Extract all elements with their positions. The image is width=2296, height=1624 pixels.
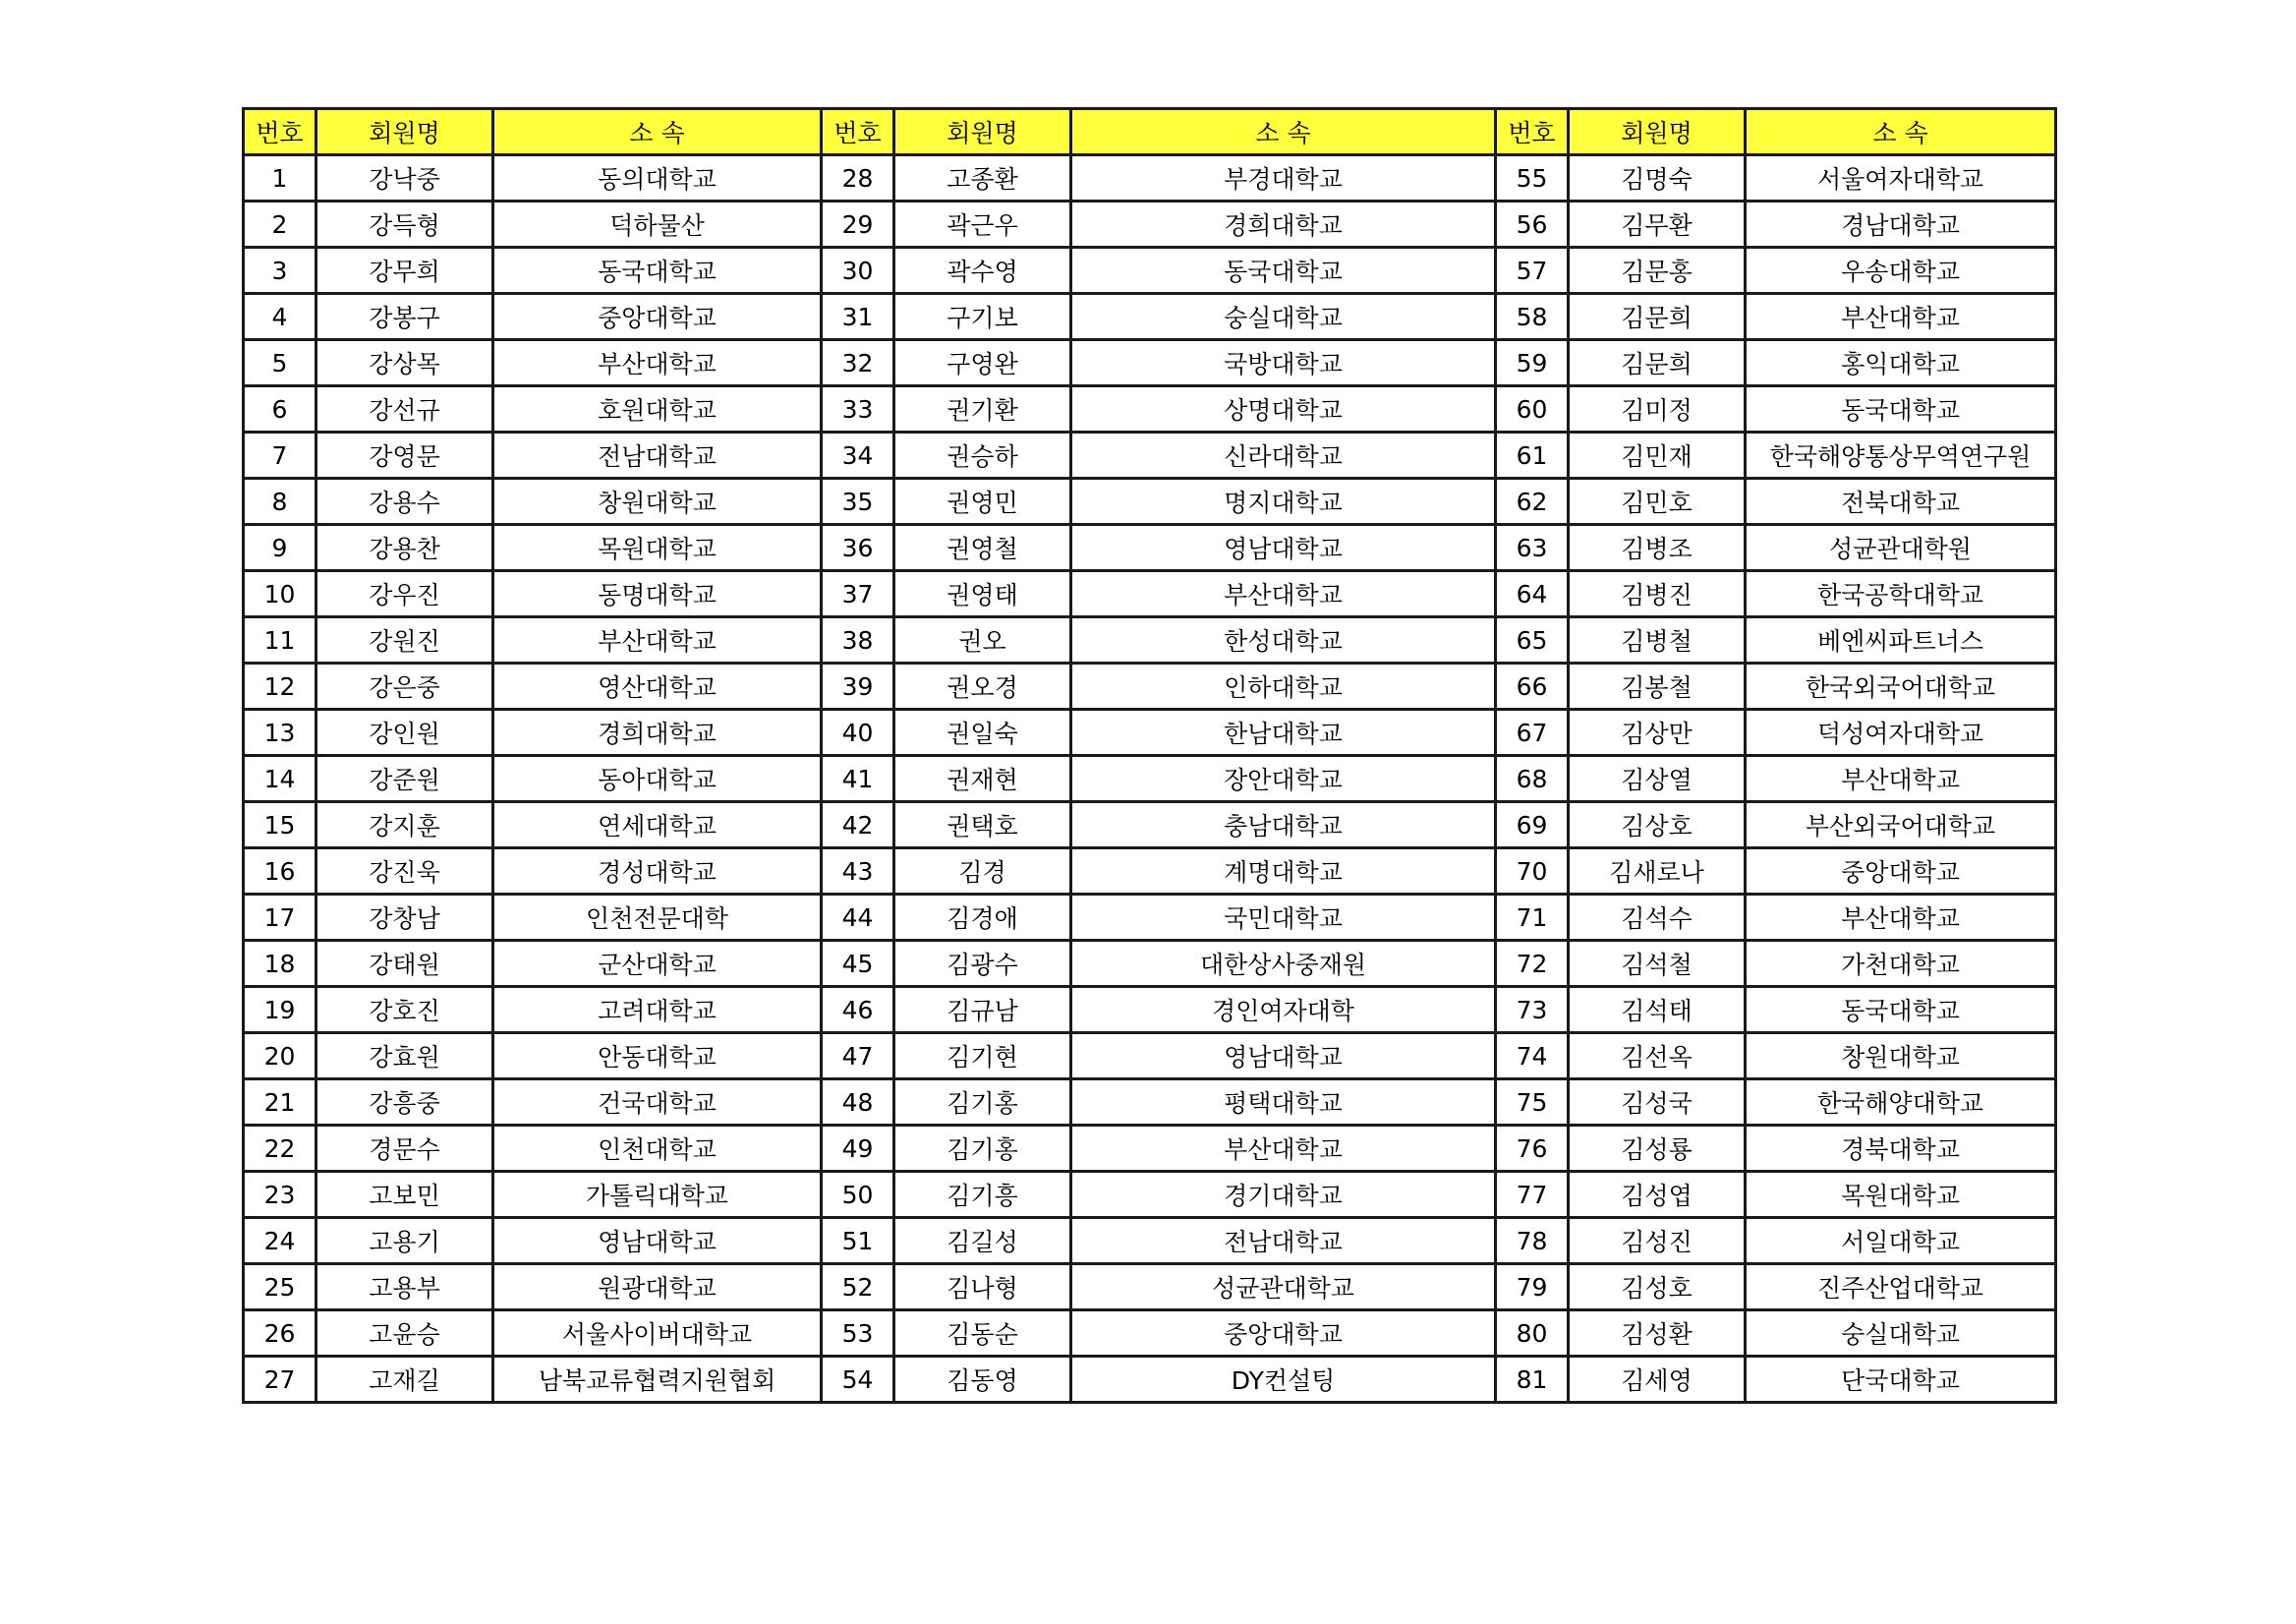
member-affiliation-cell: 장안대학교 <box>1071 756 1496 802</box>
member-number-cell: 6 <box>244 386 316 433</box>
member-affiliation-cell: 부산대학교 <box>1746 895 2056 941</box>
member-affiliation-cell: 원광대학교 <box>493 1264 822 1310</box>
member-name-cell: 고용기 <box>316 1218 493 1264</box>
member-affiliation-cell: 군산대학교 <box>493 941 822 987</box>
member-affiliation-cell: 단국대학교 <box>1746 1357 2056 1403</box>
member-affiliation-cell: 명지대학교 <box>1071 479 1496 525</box>
member-number-cell: 44 <box>822 895 894 941</box>
member-number-cell: 64 <box>1496 571 1569 617</box>
member-number-cell: 1 <box>244 155 316 202</box>
member-name-cell: 강준원 <box>316 756 493 802</box>
member-affiliation-cell: 부산외국어대학교 <box>1746 802 2056 848</box>
member-number-cell: 4 <box>244 294 316 340</box>
member-affiliation-cell: 영남대학교 <box>1071 525 1496 571</box>
member-affiliation-cell: 서일대학교 <box>1746 1218 2056 1264</box>
member-number-cell: 26 <box>244 1310 316 1357</box>
member-number-cell: 25 <box>244 1264 316 1310</box>
member-number-cell: 53 <box>822 1310 894 1357</box>
member-number-cell: 11 <box>244 617 316 664</box>
member-number-cell: 19 <box>244 987 316 1033</box>
member-number-cell: 51 <box>822 1218 894 1264</box>
member-affiliation-cell: 숭실대학교 <box>1071 294 1496 340</box>
member-number-cell: 7 <box>244 433 316 479</box>
member-name-cell: 강진욱 <box>316 848 493 895</box>
member-number-cell: 62 <box>1496 479 1569 525</box>
member-name-cell: 김성환 <box>1569 1310 1746 1357</box>
member-name-cell: 권영태 <box>894 571 1071 617</box>
member-number-cell: 42 <box>822 802 894 848</box>
member-name-cell: 김경애 <box>894 895 1071 941</box>
member-number-cell: 74 <box>1496 1033 1569 1079</box>
member-name-cell: 김경 <box>894 848 1071 895</box>
table-row <box>244 756 2056 802</box>
member-name-cell: 고보민 <box>316 1172 493 1218</box>
member-affiliation-cell: 경북대학교 <box>1746 1126 2056 1172</box>
table-row <box>244 617 2056 664</box>
table-row <box>244 155 2056 202</box>
member-name-cell: 김병철 <box>1569 617 1746 664</box>
member-name-cell: 김문희 <box>1569 340 1746 386</box>
member-number-cell: 29 <box>822 202 894 248</box>
member-name-cell: 강지훈 <box>316 802 493 848</box>
member-name-cell: 강봉구 <box>316 294 493 340</box>
member-number-cell: 16 <box>244 848 316 895</box>
member-name-cell: 김성룡 <box>1569 1126 1746 1172</box>
member-affiliation-cell: 부산대학교 <box>1071 571 1496 617</box>
member-number-cell: 73 <box>1496 987 1569 1033</box>
member-affiliation-cell: 국방대학교 <box>1071 340 1496 386</box>
member-number-cell: 2 <box>244 202 316 248</box>
member-affiliation-cell: 덕하물산 <box>493 202 822 248</box>
member-affiliation-cell: 부산대학교 <box>1746 294 2056 340</box>
member-number-cell: 50 <box>822 1172 894 1218</box>
member-affiliation-cell: 대한상사중재원 <box>1071 941 1496 987</box>
member-name-cell: 김새로나 <box>1569 848 1746 895</box>
member-number-cell: 69 <box>1496 802 1569 848</box>
member-affiliation-cell: 전북대학교 <box>1746 479 2056 525</box>
member-name-cell: 강인원 <box>316 710 493 756</box>
member-affiliation-cell: 창원대학교 <box>493 479 822 525</box>
member-number-cell: 13 <box>244 710 316 756</box>
table-row <box>244 1310 2056 1357</box>
member-affiliation-cell: 국민대학교 <box>1071 895 1496 941</box>
member-affiliation-cell: 동국대학교 <box>1071 248 1496 294</box>
member-name-cell: 고재길 <box>316 1357 493 1403</box>
member-affiliation-cell: 베엔씨파트너스 <box>1746 617 2056 664</box>
member-name-cell: 김상열 <box>1569 756 1746 802</box>
header-affiliation: 소 속 <box>1746 109 2056 155</box>
member-name-cell: 강원진 <box>316 617 493 664</box>
member-number-cell: 75 <box>1496 1079 1569 1126</box>
member-number-cell: 56 <box>1496 202 1569 248</box>
member-affiliation-cell: 계명대학교 <box>1071 848 1496 895</box>
table-row <box>244 433 2056 479</box>
member-number-cell: 52 <box>822 1264 894 1310</box>
member-number-cell: 48 <box>822 1079 894 1126</box>
table-header-row <box>244 109 2056 155</box>
member-affiliation-cell: 홍익대학교 <box>1746 340 2056 386</box>
member-name-cell: 김기홍 <box>894 1079 1071 1126</box>
member-name-cell: 김미정 <box>1569 386 1746 433</box>
member-name-cell: 권영민 <box>894 479 1071 525</box>
member-number-cell: 30 <box>822 248 894 294</box>
table-row <box>244 987 2056 1033</box>
member-affiliation-cell: 건국대학교 <box>493 1079 822 1126</box>
member-name-cell: 김문홍 <box>1569 248 1746 294</box>
header-member-name: 회원명 <box>1569 109 1746 155</box>
member-name-cell: 강효원 <box>316 1033 493 1079</box>
member-number-cell: 41 <box>822 756 894 802</box>
member-name-cell: 김석철 <box>1569 941 1746 987</box>
member-name-cell: 김상호 <box>1569 802 1746 848</box>
member-number-cell: 22 <box>244 1126 316 1172</box>
member-affiliation-cell: 목원대학교 <box>493 525 822 571</box>
table-row <box>244 848 2056 895</box>
member-affiliation-cell: 덕성여자대학교 <box>1746 710 2056 756</box>
member-number-cell: 40 <box>822 710 894 756</box>
table-row <box>244 525 2056 571</box>
member-affiliation-cell: 동국대학교 <box>1746 987 2056 1033</box>
member-name-cell: 권재현 <box>894 756 1071 802</box>
header-number: 번호 <box>1496 109 1569 155</box>
member-number-cell: 14 <box>244 756 316 802</box>
member-affiliation-cell: 부경대학교 <box>1071 155 1496 202</box>
member-affiliation-cell: 부산대학교 <box>1746 756 2056 802</box>
table-row <box>244 895 2056 941</box>
member-affiliation-cell: 성균관대학교 <box>1071 1264 1496 1310</box>
member-affiliation-cell: 동명대학교 <box>493 571 822 617</box>
member-affiliation-cell: 경성대학교 <box>493 848 822 895</box>
member-number-cell: 54 <box>822 1357 894 1403</box>
member-number-cell: 37 <box>822 571 894 617</box>
member-name-cell: 김기홍 <box>894 1126 1071 1172</box>
member-number-cell: 81 <box>1496 1357 1569 1403</box>
header-affiliation: 소 속 <box>1071 109 1496 155</box>
member-name-cell: 강낙중 <box>316 155 493 202</box>
member-name-cell: 고종환 <box>894 155 1071 202</box>
member-affiliation-cell: 목원대학교 <box>1746 1172 2056 1218</box>
table-row <box>244 340 2056 386</box>
member-name-cell: 권오 <box>894 617 1071 664</box>
member-number-cell: 33 <box>822 386 894 433</box>
member-affiliation-cell: 한성대학교 <box>1071 617 1496 664</box>
member-name-cell: 권오경 <box>894 664 1071 710</box>
member-number-cell: 59 <box>1496 340 1569 386</box>
member-number-cell: 31 <box>822 294 894 340</box>
member-name-cell: 권택호 <box>894 802 1071 848</box>
member-name-cell: 김명숙 <box>1569 155 1746 202</box>
member-number-cell: 72 <box>1496 941 1569 987</box>
member-name-cell: 권승하 <box>894 433 1071 479</box>
member-affiliation-cell: 경남대학교 <box>1746 202 2056 248</box>
member-affiliation-cell: 한남대학교 <box>1071 710 1496 756</box>
member-affiliation-cell: 한국외국어대학교 <box>1746 664 2056 710</box>
member-name-cell: 김세영 <box>1569 1357 1746 1403</box>
member-number-cell: 28 <box>822 155 894 202</box>
header-member-name: 회원명 <box>316 109 493 155</box>
member-name-cell: 김성국 <box>1569 1079 1746 1126</box>
member-name-cell: 김선옥 <box>1569 1033 1746 1079</box>
member-number-cell: 34 <box>822 433 894 479</box>
table-row <box>244 571 2056 617</box>
table-row <box>244 202 2056 248</box>
member-name-cell: 강득형 <box>316 202 493 248</box>
member-affiliation-cell: 남북교류협력지원협회 <box>493 1357 822 1403</box>
header-affiliation: 소 속 <box>493 109 822 155</box>
member-number-cell: 67 <box>1496 710 1569 756</box>
member-number-cell: 32 <box>822 340 894 386</box>
member-affiliation-cell: 동의대학교 <box>493 155 822 202</box>
member-number-cell: 46 <box>822 987 894 1033</box>
member-name-cell: 구기보 <box>894 294 1071 340</box>
member-affiliation-cell: 한국공학대학교 <box>1746 571 2056 617</box>
member-number-cell: 58 <box>1496 294 1569 340</box>
member-affiliation-cell: 고려대학교 <box>493 987 822 1033</box>
member-affiliation-cell: 호원대학교 <box>493 386 822 433</box>
member-name-cell: 김동순 <box>894 1310 1071 1357</box>
member-name-cell: 김나형 <box>894 1264 1071 1310</box>
member-number-cell: 8 <box>244 479 316 525</box>
table-row <box>244 1357 2056 1403</box>
member-affiliation-cell: 부산대학교 <box>493 340 822 386</box>
member-number-cell: 68 <box>1496 756 1569 802</box>
table-row <box>244 386 2056 433</box>
member-name-cell: 강상목 <box>316 340 493 386</box>
member-affiliation-cell: 동국대학교 <box>493 248 822 294</box>
member-number-cell: 63 <box>1496 525 1569 571</box>
member-number-cell: 80 <box>1496 1310 1569 1357</box>
member-affiliation-cell: 영남대학교 <box>493 1218 822 1264</box>
member-name-cell: 강영문 <box>316 433 493 479</box>
member-affiliation-cell: 가톨릭대학교 <box>493 1172 822 1218</box>
member-name-cell: 강창남 <box>316 895 493 941</box>
table-row <box>244 802 2056 848</box>
member-affiliation-cell: 우송대학교 <box>1746 248 2056 294</box>
table-row <box>244 1218 2056 1264</box>
member-number-cell: 39 <box>822 664 894 710</box>
member-affiliation-cell: 진주산업대학교 <box>1746 1264 2056 1310</box>
member-name-cell: 곽수영 <box>894 248 1071 294</box>
table-row <box>244 1172 2056 1218</box>
member-number-cell: 24 <box>244 1218 316 1264</box>
member-name-cell: 권기환 <box>894 386 1071 433</box>
member-affiliation-cell: DY컨설팅 <box>1071 1357 1496 1403</box>
member-affiliation-cell: 서울사이버대학교 <box>493 1310 822 1357</box>
member-affiliation-cell: 부산대학교 <box>1071 1126 1496 1172</box>
member-number-cell: 38 <box>822 617 894 664</box>
member-number-cell: 79 <box>1496 1264 1569 1310</box>
member-affiliation-cell: 부산대학교 <box>493 617 822 664</box>
member-name-cell: 권영철 <box>894 525 1071 571</box>
member-number-cell: 61 <box>1496 433 1569 479</box>
member-number-cell: 12 <box>244 664 316 710</box>
member-affiliation-cell: 전남대학교 <box>493 433 822 479</box>
member-name-cell: 강선규 <box>316 386 493 433</box>
table-row <box>244 1126 2056 1172</box>
member-affiliation-cell: 경기대학교 <box>1071 1172 1496 1218</box>
member-affiliation-cell: 경인여자대학 <box>1071 987 1496 1033</box>
member-roster-table <box>242 107 2057 1404</box>
member-name-cell: 구영완 <box>894 340 1071 386</box>
member-number-cell: 17 <box>244 895 316 941</box>
member-affiliation-cell: 영남대학교 <box>1071 1033 1496 1079</box>
member-affiliation-cell: 중앙대학교 <box>1746 848 2056 895</box>
member-number-cell: 21 <box>244 1079 316 1126</box>
member-number-cell: 65 <box>1496 617 1569 664</box>
member-affiliation-cell: 서울여자대학교 <box>1746 155 2056 202</box>
member-number-cell: 49 <box>822 1126 894 1172</box>
member-name-cell: 김석수 <box>1569 895 1746 941</box>
member-name-cell: 강용수 <box>316 479 493 525</box>
member-number-cell: 76 <box>1496 1126 1569 1172</box>
member-name-cell: 강우진 <box>316 571 493 617</box>
member-name-cell: 김민재 <box>1569 433 1746 479</box>
member-name-cell: 김길성 <box>894 1218 1071 1264</box>
member-affiliation-cell: 가천대학교 <box>1746 941 2056 987</box>
member-number-cell: 77 <box>1496 1172 1569 1218</box>
member-name-cell: 김규남 <box>894 987 1071 1033</box>
member-affiliation-cell: 경희대학교 <box>493 710 822 756</box>
member-number-cell: 3 <box>244 248 316 294</box>
member-number-cell: 60 <box>1496 386 1569 433</box>
member-affiliation-cell: 인천전문대학 <box>493 895 822 941</box>
member-name-cell: 김병진 <box>1569 571 1746 617</box>
member-affiliation-cell: 안동대학교 <box>493 1033 822 1079</box>
member-name-cell: 고용부 <box>316 1264 493 1310</box>
table-row <box>244 248 2056 294</box>
member-affiliation-cell: 인하대학교 <box>1071 664 1496 710</box>
member-name-cell: 김상만 <box>1569 710 1746 756</box>
member-name-cell: 김문희 <box>1569 294 1746 340</box>
member-affiliation-cell: 전남대학교 <box>1071 1218 1496 1264</box>
member-number-cell: 36 <box>822 525 894 571</box>
member-name-cell: 경문수 <box>316 1126 493 1172</box>
member-affiliation-cell: 창원대학교 <box>1746 1033 2056 1079</box>
table-row <box>244 710 2056 756</box>
member-name-cell: 강호진 <box>316 987 493 1033</box>
member-affiliation-cell: 동국대학교 <box>1746 386 2056 433</box>
member-affiliation-cell: 중앙대학교 <box>1071 1310 1496 1357</box>
member-number-cell: 5 <box>244 340 316 386</box>
member-number-cell: 27 <box>244 1357 316 1403</box>
member-name-cell: 강은중 <box>316 664 493 710</box>
member-affiliation-cell: 한국해양통상무역연구원 <box>1746 433 2056 479</box>
member-name-cell: 김광수 <box>894 941 1071 987</box>
member-affiliation-cell: 숭실대학교 <box>1746 1310 2056 1357</box>
member-number-cell: 78 <box>1496 1218 1569 1264</box>
member-number-cell: 55 <box>1496 155 1569 202</box>
member-affiliation-cell: 중앙대학교 <box>493 294 822 340</box>
member-name-cell: 강용찬 <box>316 525 493 571</box>
member-affiliation-cell: 경희대학교 <box>1071 202 1496 248</box>
table-row <box>244 941 2056 987</box>
member-number-cell: 70 <box>1496 848 1569 895</box>
member-number-cell: 57 <box>1496 248 1569 294</box>
member-number-cell: 10 <box>244 571 316 617</box>
member-number-cell: 71 <box>1496 895 1569 941</box>
member-number-cell: 15 <box>244 802 316 848</box>
member-number-cell: 45 <box>822 941 894 987</box>
member-number-cell: 35 <box>822 479 894 525</box>
member-name-cell: 고윤승 <box>316 1310 493 1357</box>
member-name-cell: 김민호 <box>1569 479 1746 525</box>
member-affiliation-cell: 상명대학교 <box>1071 386 1496 433</box>
table-row <box>244 1079 2056 1126</box>
member-name-cell: 강흥중 <box>316 1079 493 1126</box>
table-row <box>244 479 2056 525</box>
member-number-cell: 66 <box>1496 664 1569 710</box>
member-name-cell: 김기현 <box>894 1033 1071 1079</box>
member-number-cell: 23 <box>244 1172 316 1218</box>
table-body <box>244 155 2056 1403</box>
header-member-name: 회원명 <box>894 109 1071 155</box>
member-affiliation-cell: 연세대학교 <box>493 802 822 848</box>
member-name-cell: 김성진 <box>1569 1218 1746 1264</box>
member-affiliation-cell: 한국해양대학교 <box>1746 1079 2056 1126</box>
member-name-cell: 김성호 <box>1569 1264 1746 1310</box>
header-number: 번호 <box>822 109 894 155</box>
member-affiliation-cell: 충남대학교 <box>1071 802 1496 848</box>
table-row <box>244 294 2056 340</box>
table-row <box>244 1033 2056 1079</box>
member-number-cell: 20 <box>244 1033 316 1079</box>
member-number-cell: 18 <box>244 941 316 987</box>
member-name-cell: 강태원 <box>316 941 493 987</box>
table-row <box>244 1264 2056 1310</box>
member-name-cell: 김성엽 <box>1569 1172 1746 1218</box>
member-name-cell: 권일숙 <box>894 710 1071 756</box>
member-affiliation-cell: 동아대학교 <box>493 756 822 802</box>
header-number: 번호 <box>244 109 316 155</box>
member-name-cell: 김석태 <box>1569 987 1746 1033</box>
member-name-cell: 김무환 <box>1569 202 1746 248</box>
member-affiliation-cell: 영산대학교 <box>493 664 822 710</box>
member-number-cell: 9 <box>244 525 316 571</box>
table-row <box>244 664 2056 710</box>
member-name-cell: 김기흥 <box>894 1172 1071 1218</box>
member-name-cell: 곽근우 <box>894 202 1071 248</box>
member-affiliation-cell: 신라대학교 <box>1071 433 1496 479</box>
member-number-cell: 43 <box>822 848 894 895</box>
member-name-cell: 김동영 <box>894 1357 1071 1403</box>
member-name-cell: 강무희 <box>316 248 493 294</box>
member-affiliation-cell: 평택대학교 <box>1071 1079 1496 1126</box>
member-name-cell: 김병조 <box>1569 525 1746 571</box>
member-name-cell: 김봉철 <box>1569 664 1746 710</box>
member-affiliation-cell: 성균관대학원 <box>1746 525 2056 571</box>
member-affiliation-cell: 인천대학교 <box>493 1126 822 1172</box>
member-number-cell: 47 <box>822 1033 894 1079</box>
